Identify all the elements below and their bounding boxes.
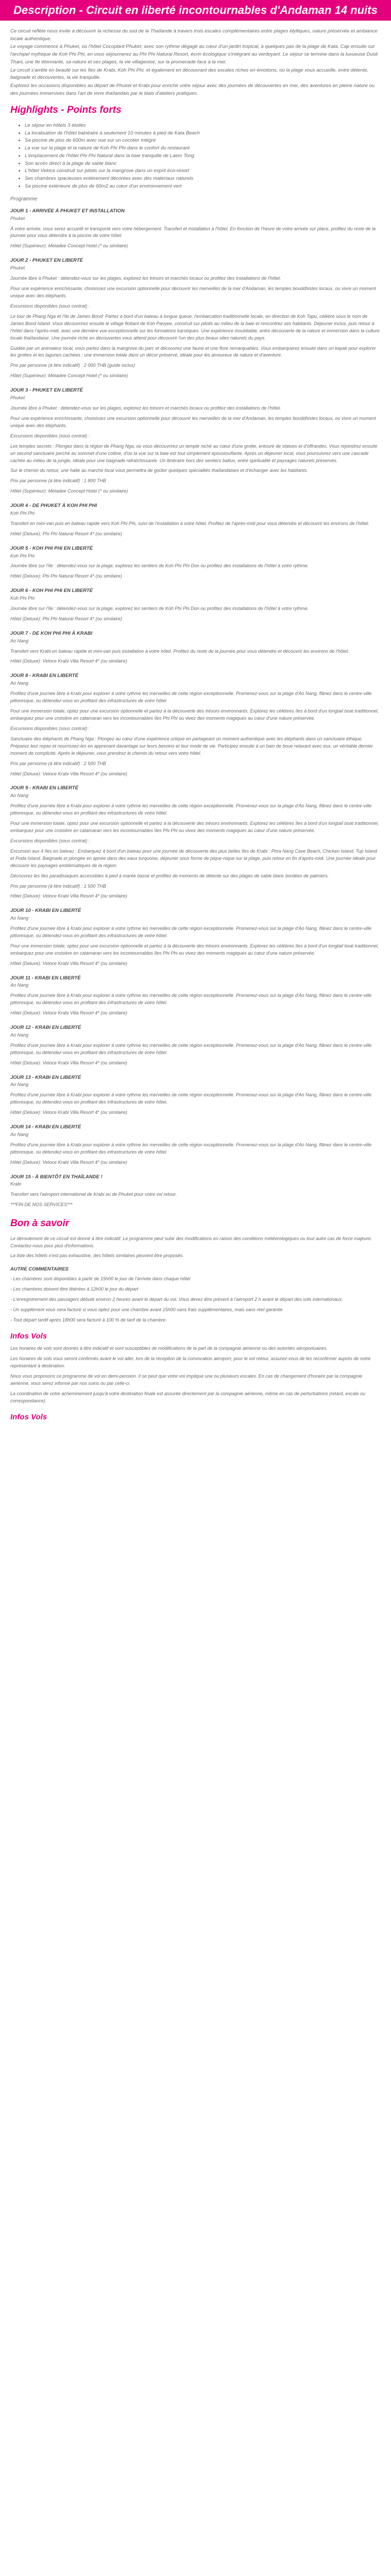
day-paragraph: Découvrez les îles paradisiaques accessibles à pied à marée basse et profitez de moments de détente sur des plages de sable blanc bordées de palmiers. [10, 873, 329, 878]
good-to-know-paragraph: Le déroulement de ce circuit est donné à titre indicatif. Le programme peut subir des modifications en raison des conditions météorologiques ou tout autre cas de force majeure. Contactez-nous pour plus d'informations. [10, 1235, 372, 1248]
day-paragraph: Sanctuaire des éléphants de Phang Nga : Plongez au cœur d'une expérience unique en partageant un moment authentique avec les éléphants dans un sanctuaire éthique. Préparez leur repas et nourrissez-les en apprenant davantage sur leurs besoins et leur mode de vie. Participez ensuite à un bain de boue relaxant avec eux, un véritable dernier moment de complicité. Après le déjeuner, vous prendrez le chemin du retour vers votre hôtel. [10, 736, 373, 756]
day-title: JOUR 4 - DE PHUKET À KOH PHI PHI [10, 503, 97, 509]
page-banner [0, 0, 391, 21]
day-title: JOUR 6 - KOH PHI PHI EN LIBERTÉ [10, 588, 93, 594]
day-hotel: Hôtel (Deluxe): Phi Phi Natural Resort 4* (ou similaire) [10, 573, 122, 579]
day-paragraph: Transfert en mini-van puis en bateau rapide vers Koh Phi Phi, suivi de l'installation à votre hôtel. Profitez de l'après-midi pour vous détendre et découvrir les environs de l'hôtel. [10, 520, 369, 526]
day-paragraph: Profitez d'une journée libre à Krabi pour explorer à votre rythme les merveilles de cette région exceptionnelle. Promenez-vous sur la plage d'Ao Nang, flânez dans le centre-ville pittoresque, ou détendez-vous en profitant des infrastructures de votre hôtel. [10, 926, 372, 938]
day-hotel: Hôtel (Deluxe): Veloce Krabi Villa Resort 4* (ou similaire) [10, 658, 127, 664]
day-hotel: Hôtel (Deluxe): Veloce Krabi Villa Resort 4* (ou similaire) [10, 1060, 127, 1065]
day-paragraph: Profitez d'une journée libre à Krabi pour explorer à votre rythme les merveilles de cette région exceptionnelle. Promenez-vous sur la plage d'Ao Nang, flânez dans le centre-ville pittoresque, ou détendez-vous en profitant des infrastructures de votre hôtel. [10, 803, 372, 816]
day-location: Ao Nang [10, 638, 29, 643]
programme-day [10, 1174, 381, 1209]
programme-day [10, 630, 381, 666]
programme-day [10, 587, 381, 623]
info-vols-title: Infos Vols [10, 1331, 47, 1341]
day-paragraph: Les temples secrets : Plongez dans la région de Phang Nga, où vous découvrirez un temple niché au cœur d'une grotte, entouré de statues et d'offrandes. Vous rejoindrez ensuite un second sanctuaire perché au sommet d'une colline, d'où la vue sur la baie est tout simplement époustouflante. Après un déjeuner local, vous poursuivrez vers une cascade cachée au milieu de la jungle, idéale pour une baignade rafraîchissante. Un itinéraire hors des sentiers battus, entre spiritualité et paysages naturels préservés. [10, 443, 378, 463]
day-location: Phuket [10, 215, 25, 221]
good-to-know-title: Bon à savoir [10, 1218, 70, 1229]
day-description [10, 648, 381, 655]
day-paragraph: Pour une immersion totale, optez pour une excursion optionnelle et partez à la découverte des trésors environnants. Explorez les célèbres îles à bord d'un longtail boat traditionnel, embarquez pour une croisière en catamaran vers les incontournables îles Phi Phi ou vivez des moments magiques au cœur d'une nature préservée. [10, 943, 379, 956]
day-location: Koh Phi Phi [10, 596, 35, 601]
comment-paragraph: - L'enregistrement des passagers débute environ 2 heures avant le départ du vol. Vous devez être présent à l'aéroport 2 h avant le départ des vols internationaux. [10, 1297, 343, 1302]
day-paragraph: Prix par personne (à titre indicatif) : 1 500 THB [10, 883, 106, 889]
day-title: JOUR 15 - À BIENTÔT EN THAÏLANDE ! [10, 1174, 103, 1180]
day-paragraph: Guidée par un animateur local, vous partez dans la mangrove du parc et découvrez une faune et une flore remarquables. Vous embarquerez ensuite dans un kayak pour explorer les grottes et les lagunes cachées ; une immersion totale dans un décor préservé, idéale pour les amoureux de nature et d'aventure. [10, 345, 376, 358]
info-vols-paragraph: La coordination de votre acheminement jusqu'à votre destination finale est assurée directement par la compagnie aérienne, même en cas de perturbations (retard, escale ou correspondance). [10, 1391, 366, 1403]
day-location: Ao Nang [10, 681, 29, 686]
day-description [10, 226, 381, 240]
day-title: JOUR 9 - KRABI EN LIBERTÉ [10, 785, 78, 791]
day-paragraph: Profitez d'une journée libre à Krabi pour explorer à votre rythme les merveilles de cette région exceptionnelle. Promenez-vous sur la plage d'Ao Nang, flânez dans le centre-ville pittoresque, ou détendez-vous en profitant des infrastructures de votre hôtel. [10, 993, 372, 1006]
highlights-list [25, 122, 381, 190]
day-paragraph: Excursions disponibles (sous contrat) : [10, 433, 90, 438]
day-paragraph: Excursions disponibles (sous contrat) : [10, 725, 90, 731]
intro-paragraph: Le voyage commence à Phuket, où l'hôtel Cocoplant Phuket, avec son rythme dégagé au cœur d'un jardin tropical, à quelques pas de la plage de Kata. Cap ensuite sur l'archipel mythique de Koh Phi Phi, en vous séjournerez au Phi Phi Natural Resort, écrin écologique s'intégrant au verdoyant. Le séjour se termine dans la luxueuse Dusit Thani, une île étonnante, sa nature et ses plages, la vie villageoise, sur la promenade face à la mer. [10, 44, 378, 65]
intro-paragraph: Le circuit s'arrête en beauté sur les îles de Krabi, Koh Phi Phi, et également en découvrant des escales riches en émotions, où la plage vous accueille, entre détente, baignade et découvertes, la vie tranquille. [10, 67, 369, 81]
highlight-item: • Son accès direct à la plage de sable blanc [25, 160, 381, 168]
day-description [10, 1042, 381, 1057]
highlights-title: Highlights - Points forts [10, 105, 122, 116]
day-paragraph: Transfert vers l'aéroport international de Krabi ou de Phuket pour votre vol retour. [10, 1192, 177, 1197]
comment-paragraph: - Les chambres doivent être libérées à 12h00 le jour du départ [10, 1286, 139, 1292]
highlight-item: • Le séjour en hôtels 3 étoiles [25, 122, 381, 130]
day-description [10, 925, 381, 957]
info-vols-paragraph: Nous vous proposons ce programme de vol en demi-pension. Il se peut que votre vol implique une ou plusieurs escales. En cas de changement d'horaire par la compagnie aérienne, vous serez informé par nos soins ou par celle-ci. [10, 1373, 363, 1386]
day-paragraph: Pour une expérience enrichissante, choisissez une excursion optionnelle pour découvrir les merveilles de la mer d'Andaman, les temples bouddhistes locaux, ou vivre un moment unique avec des éléphants. [10, 415, 376, 428]
day-hotel: Hôtel (Deluxe): Phi Phi Natural Resort 4* (ou similaire) [10, 531, 122, 536]
day-paragraph: ***FIN DE NOS SERVICES*** [10, 1202, 73, 1208]
highlight-item: • Ses chambres spacieuses entièrement décorées avec des matériaux naturels [25, 175, 381, 183]
day-hotel: Hôtel (Deluxe): Veloce Krabi Villa Resort 4* (ou similaire) [10, 771, 127, 776]
day-description [10, 1191, 381, 1209]
day-paragraph: Le tour de Phang Nga et l'île de James Bond: Partez à bord d'un bateau à longue queue, l'embarcation traditionnelle locale, en direction de Koh Tapu, célèbre sous le nom de James Bond Island. Vous découvrirez ensuite le village flottant de Koh Panyee, construit sur pilotis au milieu de la baie et rencontrez ses habitants. Déjeuner inclus, puis retour à l'hôtel dans l'après-midi, avec une dernière vue exceptionnelle sur les formations karstiques. Une expérience inoubliable, entre découverte de la nature et immersion dans la culture locale thaïlandaise. Une journée riche en découvertes vous attend pour découvrir l'un des plus beaux sites naturels du pays. [10, 313, 380, 341]
day-paragraph: Excursions disponibles (sous contrat) : [10, 303, 90, 309]
programme-day [10, 785, 381, 900]
programme-day [10, 1024, 381, 1066]
day-paragraph: Journée libre à Phuket : détendez-vous sur les plages, explorez les trésors et marchés locaux ou profitez des installations de l'hôtel. [10, 405, 282, 411]
day-description [10, 690, 381, 767]
other-comments-text [10, 1276, 381, 1324]
day-location: Krabi [10, 1181, 22, 1187]
day-title: JOUR 11 - KRABI EN LIBERTÉ [10, 975, 81, 981]
programme-day [10, 257, 381, 380]
day-paragraph: Profitez d'une journée libre à Krabi pour explorer à votre rythme les merveilles de cette région exceptionnelle. Promenez-vous sur la plage d'Ao Nang, flânez dans le centre-ville pittoresque, ou détendez-vous en profitant des infrastructures de votre hôtel. [10, 1142, 372, 1155]
day-location: Koh Phi Phi [10, 511, 35, 516]
day-paragraph: Prix par personne (à titre indicatif) : 2 500 THB [10, 760, 106, 766]
day-paragraph: Profitez d'une journée libre à Krabi pour explorer à votre rythme les merveilles de cette région exceptionnelle. Promenez-vous sur la plage d'Ao Nang, flânez dans le centre-ville pittoresque, ou détendez-vous en profitant des infrastructures de votre hôtel. [10, 1042, 372, 1055]
day-paragraph: Profitez d'une journée libre à Krabi pour explorer à votre rythme les merveilles de cette région exceptionnelle. Promenez-vous sur la plage d'Ao Nang, flânez dans le centre-ville pittoresque, ou détendez-vous en profitant des infrastructures de votre hôtel. [10, 1092, 372, 1105]
day-location: Ao Nang [10, 916, 29, 921]
day-title: JOUR 12 - KRABI EN LIBERTÉ [10, 1025, 82, 1031]
day-title: JOUR 14 - KRABI EN LIBERTÉ [10, 1124, 82, 1130]
day-title: JOUR 5 - KOH PHI PHI EN LIBERTÉ [10, 545, 93, 551]
intro-paragraph: Explorez les occasions disponibles au départ de Phuket et Krabi pour enrichir votre séjour avec des journées de découvertes en mer, des aventures en pleine nature ou des journées immersives dans l'art de vivre thaïlandais par le biais d'ateliers pratiques. [10, 83, 375, 96]
programme-day [10, 1124, 381, 1166]
day-location: Koh Phi Phi [10, 553, 35, 558]
programme-day [10, 1074, 381, 1116]
day-hotel: Hôtel (Supérieur): Metadee Concept Hotel (* ou similaire) [10, 243, 128, 249]
day-description [10, 520, 381, 528]
day-hotel: Hôtel (Deluxe): Veloce Krabi Villa Resort 4* (ou similaire) [10, 1159, 127, 1165]
day-paragraph: Excursion aux 4 îles en bateau : Embarquez à bord d'un bateau pour une journée de découverte des plus belles îles de Krabi : Phra Nang Cave Beach, Chicken Island, Tup Island et Poda Island. Baignade et plongée en apnée dans des eaux turquoise, déjeuner sous forme de pique-nique sur la plage, puis retour en fin d'après-midi. Une journée idéale pour découvrir les paysages emblématiques de la région. [10, 848, 377, 868]
day-hotel: Hôtel (Deluxe): Phi Phi Natural Resort 4* (ou similaire) [10, 616, 122, 621]
day-title: JOUR 2 - PHUKET EN LIBERTÉ [10, 258, 83, 264]
programme-day [10, 208, 381, 250]
day-title: JOUR 7 - DE KOH PHI PHI À KRABI [10, 630, 92, 636]
day-title: JOUR 13 - KRABI EN LIBERTÉ [10, 1074, 82, 1080]
day-paragraph: Pour une immersion totale, optez pour une excursion optionnelle et partez à la découverte des trésors environnants. Explorez les célèbres îles à bord d'un longtail boat traditionnel, embarquez pour une croisière en catamaran vers les incontournables îles Phi Phi ou vivez des moments magiques au cœur d'une nature préservée. [10, 708, 379, 721]
day-description [10, 1092, 381, 1106]
day-paragraph: Transfert vers Krabi en bateau rapide et mini-van puis installation à votre hôtel. Profitez du reste de la journée pour vous détendre et découvrir les environs de l'hôtel. [10, 648, 349, 654]
day-paragraph: Sur le chemin du retour, une halte au marché local vous permettra de goûter quelques spécialités thaïlandaises et d'échanger avec les habitants. [10, 468, 308, 473]
day-description [10, 405, 381, 485]
day-description [10, 275, 381, 369]
day-paragraph: Prix par personne (à titre indicatif) : 2 000 THB (guide inclus) [10, 363, 135, 368]
good-to-know-paragraph: La liste des hôtels n'est pas exhaustive, des hôtels similaires peuvent être proposés. [10, 1253, 184, 1259]
day-hotel: Hôtel (Deluxe): Veloce Krabi Villa Resort 4* (ou similaire) [10, 893, 127, 899]
comment-paragraph: - Les chambres sont disponibles à partir de 15h00 le jour de l'arrivée dans chaque hôtel [10, 1276, 190, 1282]
day-paragraph: Journée libre à Phuket : détendez-vous sur les plages, explorez les trésors et marchés locaux ou profitez des installations de l'hôtel. [10, 276, 282, 281]
day-location: Ao Nang [10, 1032, 29, 1038]
programme-day [10, 907, 381, 967]
day-paragraph: Pour une expérience enrichissante, choisissez une excursion optionnelle pour découvrir les merveilles de la mer d'Andaman, les temples bouddhistes locaux, ou vivre un moment unique avec des éléphants. [10, 285, 376, 298]
other-comments-title: AUTRE COMMENTAIRES [10, 1266, 69, 1273]
day-title: JOUR 10 - KRABI EN LIBERTÉ [10, 908, 82, 914]
highlight-item: • Sa piscine extérieure de plus de 60m2 au cœur d'un environnement vert [25, 183, 381, 191]
page-title: Description - Circuit en liberté incontournables d'Andaman 14 nuits [13, 4, 378, 16]
day-title: JOUR 1 - ARRIVÉE À PHUKET ET INSTALLATION [10, 208, 125, 214]
good-to-know-text [10, 1235, 381, 1260]
programme-title: Programme [10, 196, 38, 202]
programme-day [10, 975, 381, 1017]
main-content [0, 21, 391, 1423]
highlight-item: • La localisation de l'hôtel balnéaire à seulement 10 minutes à pied de Kata Beach [25, 130, 381, 138]
highlight-item: • L'hôtel Veloce construit sur pilotis sur la mangrove dans un esprit éco-resort [25, 167, 381, 175]
day-description [10, 563, 381, 570]
day-description [10, 992, 381, 1007]
day-paragraph: Journée libre sur l'île : détendez-vous sur la plage, explorez les sentiers de Koh Phi Phi Don ou profitez des installations de l'hôtel à votre rythme. [10, 563, 309, 569]
programme-day [10, 672, 381, 777]
info-vols-paragraph: Les horaires de vols sont donnés à titre indicatif et sont susceptibles de modifications de la part de la compagnie aérienne ou des autorités aéroportuaires. [10, 1346, 328, 1351]
day-title: JOUR 8 - KRABI EN LIBERTÉ [10, 673, 78, 679]
info-vols-paragraph: Les horaires de vols vous seront confirmés avant le vol aller, lors de la réception de la convocation aéroport, pour le vol retour, assurez-vous de les reconfirmer auprès de notre représentant à destination. [10, 1356, 371, 1368]
day-title: JOUR 3 - PHUKET EN LIBERTÉ [10, 387, 83, 394]
day-paragraph: À votre arrivée, vous serez accueilli et transporté vers votre hébergement. Transfert et installation à l'hôtel. En fonction de l'heure de votre arrivée sur place, profitez du reste de la journée pour vous détendre à la piscine de votre hôtel. [10, 226, 376, 239]
comment-paragraph: - Tout départ tardif après 18h00 sera facturé à 100 % de tarif de la chambre. [10, 1317, 167, 1323]
day-description [10, 803, 381, 890]
day-paragraph: Journée libre sur l'île : détendez-vous sur la plage, explorez les sentiers de Koh Phi Phi Don ou profitez des installations de l'hôtel à votre rythme. [10, 606, 309, 611]
programme-day [10, 387, 381, 495]
programme-day [10, 502, 381, 538]
day-description [10, 605, 381, 613]
programme-days [10, 208, 381, 1209]
programme-day [10, 545, 381, 581]
day-hotel: Hôtel (Deluxe): Veloce Krabi Villa Resort 4* (ou similaire) [10, 1110, 127, 1115]
day-description [10, 1142, 381, 1156]
day-paragraph: Excursions disponibles (sous contrat) : [10, 838, 90, 843]
info-vols-text [10, 1345, 381, 1405]
highlight-item: • La vue sur la plage et la nature de Koh Phi Phi dans le confort du restaurant [25, 145, 381, 152]
day-location: Ao Nang [10, 982, 29, 988]
intro-text [10, 28, 381, 97]
day-hotel: Hôtel (Deluxe): Veloce Krabi Villa Resort 4* (ou similaire) [10, 1010, 127, 1016]
day-hotel: Hôtel (Deluxe): Veloce Krabi Villa Resort 4* (ou similaire) [10, 960, 127, 966]
comment-paragraph: - Un supplément vous sera facturé si vous optez pour une chambre avant 15h00 sans frais supplémentaires, mais sans réel garantie [10, 1307, 283, 1312]
day-hotel: Hôtel (Supérieur): Metadee Concept Hotel (* ou similaire) [10, 373, 128, 379]
day-paragraph: Profitez d'une journée libre à Krabi pour explorer à votre rythme les merveilles de cette région exceptionnelle. Promenez-vous sur la plage d'Ao Nang, flânez dans le centre-ville pittoresque, ou détendez-vous en profitant des infrastructures de votre hôtel. [10, 691, 372, 703]
highlight-item: • L'emplacement de l'hôtel Phi Phi Natural dans la baie tranquille de Laem Tong [25, 152, 381, 160]
day-hotel: Hôtel (Supérieur): Metadee Concept Hotel (* ou similaire) [10, 488, 128, 494]
intro-paragraph: Ce circuit reflète nous invite à découvrir la richesse du sud de la Thaïlande à travers trois escales complémentaires entre plages idylliques, nature préservée et ambiance locale authentique. [10, 28, 378, 42]
day-location: Phuket [10, 395, 25, 400]
day-location: Ao Nang [10, 793, 29, 799]
day-paragraph: Pour une immersion totale, optez pour une excursion optionnelle et partez à la découverte des trésors environnants. Explorez les célèbres îles à bord d'un longtail boat traditionnel, embarquez pour une croisière en catamaran vers les incontournables îles Phi Phi ou vivez des moments magiques au cœur d'une nature préservée. [10, 820, 379, 833]
footer-info-vols-title: Infos Vols [10, 1412, 47, 1421]
highlight-item: • Sa piscine de plus de 600m avec vue sur un cocotier intégré [25, 137, 381, 145]
day-paragraph: Prix par personne (à titre indicatif) : 1 800 THB [10, 478, 106, 484]
day-location: Ao Nang [10, 1082, 29, 1088]
day-location: Ao Nang [10, 1131, 29, 1137]
day-location: Phuket [10, 265, 25, 271]
